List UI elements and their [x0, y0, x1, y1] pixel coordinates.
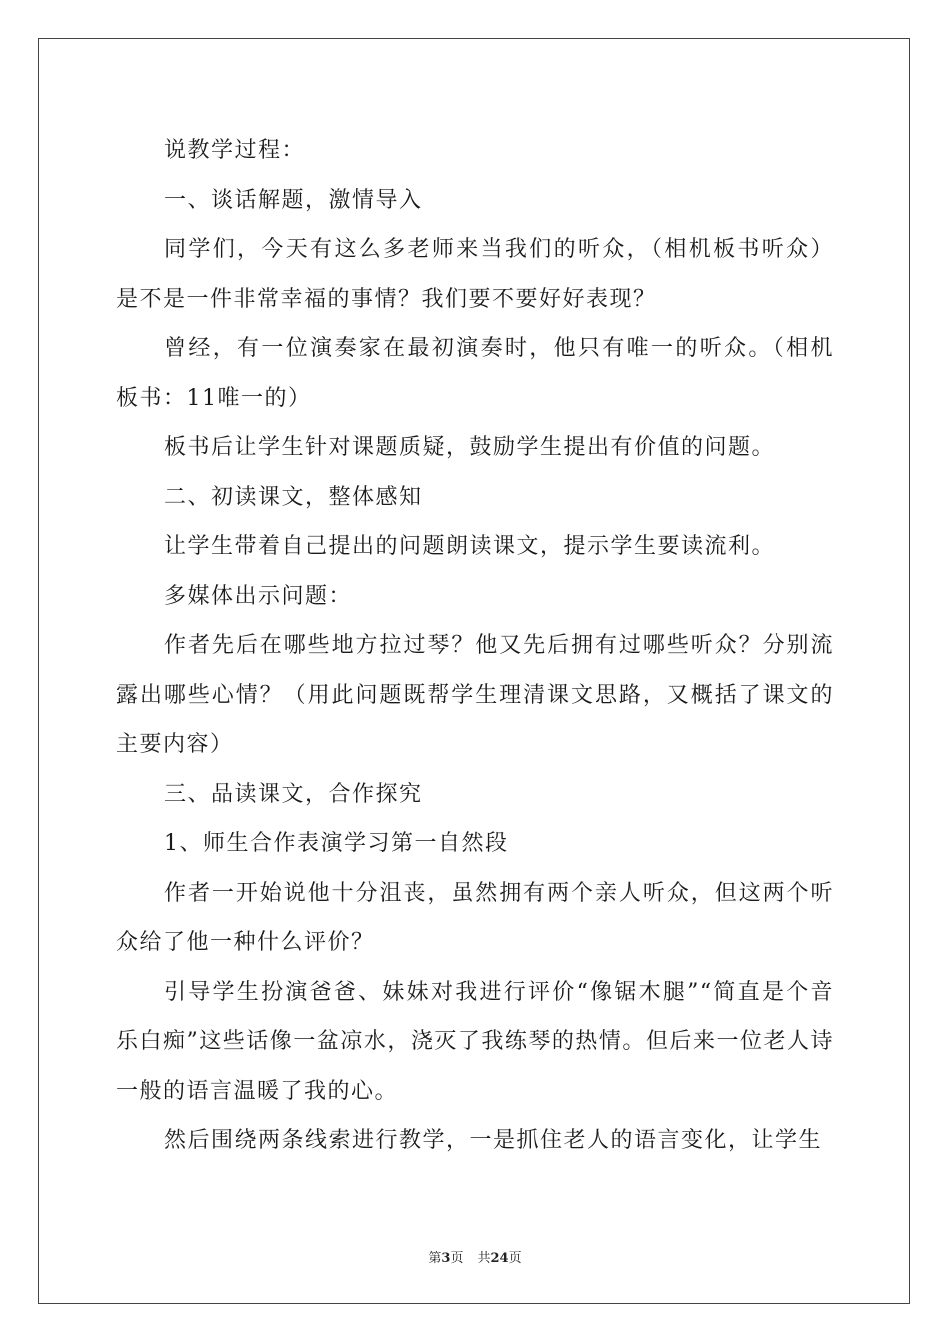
- paragraph: 板书后让学生针对课题质疑，鼓励学生提出有价值的问题。: [164, 435, 776, 460]
- page-prefix: 第: [428, 1251, 442, 1266]
- document-body: [116, 126, 834, 1166]
- paragraph: 让学生带着自己提出的问题朗读课文，提示学生要读流利。: [164, 534, 776, 559]
- paragraph: 引导学生扮演爸爸、妹妹对我进行评价“像锯木腿”“简直是个音乐白痴”这些话像一盆凉水，浇灭了我练琴的热情。但后来一位老人诗一般的语言温暖了我的心。: [116, 979, 834, 1104]
- page-number: 3: [441, 1251, 451, 1266]
- paragraph: 曾经，有一位演奏家在最初演奏时，他只有唯一的听众。（相机板书：11唯一的）: [116, 336, 834, 411]
- page-suffix: 页: [450, 1251, 464, 1266]
- page-footer: [0, 1247, 950, 1266]
- section-heading: 一、谈话解题，激情导入: [164, 187, 423, 213]
- section-heading: 三、品读课文，合作探究: [164, 781, 423, 807]
- sub-heading: 1、师生合作表演学习第一自然段: [164, 831, 509, 856]
- paragraph: 说教学过程：: [164, 138, 306, 163]
- paragraph: 多媒体出示问题：: [164, 583, 353, 609]
- section-heading: 二、初读课文，整体感知: [164, 484, 423, 510]
- paragraph: 作者先后在哪些地方拉过琴？他又先后拥有过哪些听众？分别流露出哪些心情？（用此问题既帮学生理清课文思路，又概括了课文的主要内容）: [116, 633, 834, 757]
- paragraph: 然后围绕两条线索进行教学，一是抓住老人的语言变化，让学生: [164, 1128, 823, 1153]
- paragraph: 作者一开始说他十分沮丧，虽然拥有两个亲人听众，但这两个听众给了他一种什么评价？: [116, 880, 834, 955]
- total-suffix: 页: [508, 1251, 522, 1266]
- total-prefix: 共: [477, 1251, 491, 1266]
- total-pages: 24: [490, 1251, 509, 1266]
- paragraph: 同学们，今天有这么多老师来当我们的听众，（相机板书听众）是不是一件非常幸福的事情？我们要不要好好表现？: [116, 237, 834, 312]
